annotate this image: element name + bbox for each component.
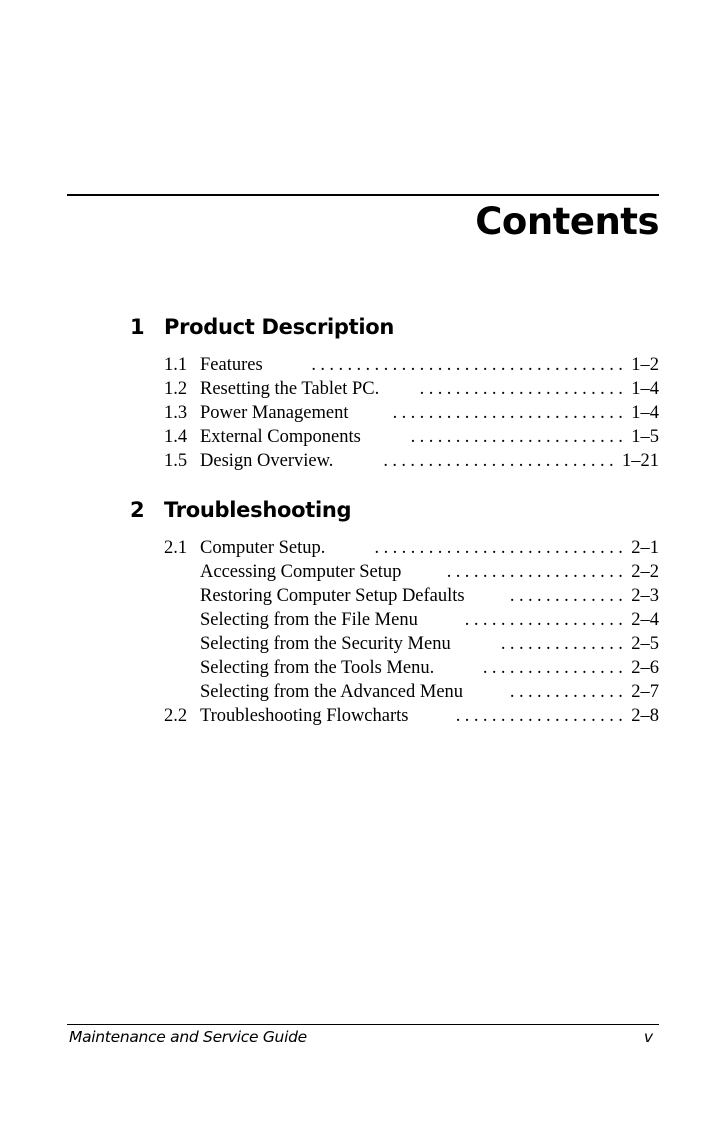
entry-page: 1–5 [631, 427, 659, 447]
footer-page-number: v [643, 1028, 653, 1046]
dot-leader: .................... [446, 562, 628, 582]
entry-title: Selecting from the Security Menu [200, 634, 451, 654]
footer-rule [67, 1024, 659, 1025]
entry-number: 1.5 [164, 451, 188, 471]
chapter-heading[interactable] [130, 495, 659, 525]
toc-entry[interactable] [130, 425, 659, 449]
entry-page: 1–21 [622, 451, 659, 471]
entry-number: 1.2 [164, 379, 188, 399]
entry-number: 1.4 [164, 427, 188, 447]
entry-page: 2–2 [631, 562, 659, 582]
chapter-number: 2 [130, 498, 145, 522]
dot-leader: .............. [500, 634, 628, 654]
dot-leader: .......................... [392, 403, 628, 423]
entry-page: 2–6 [631, 658, 659, 678]
chapter-number: 1 [130, 315, 145, 339]
dot-leader: ....................... [419, 379, 628, 399]
entry-page: 2–4 [631, 610, 659, 630]
entry-title: Selecting from the Advanced Menu [200, 682, 464, 702]
toc-entry[interactable] [130, 449, 659, 473]
page-title: Contents [475, 200, 659, 243]
dot-leader: .......................... [383, 451, 618, 471]
dot-leader: ................... [455, 706, 628, 726]
entry-title: Restoring Computer Setup Defaults [200, 586, 465, 606]
toc-subentry[interactable] [130, 584, 659, 608]
entry-page: 2–1 [631, 538, 659, 558]
dot-leader: ................................... [311, 355, 628, 375]
toc-entry[interactable] [130, 377, 659, 401]
entry-page: 2–7 [631, 682, 659, 702]
dot-leader: .................. [464, 610, 628, 630]
entry-title: Resetting the Tablet PC. [200, 379, 380, 399]
toc-subentry[interactable] [130, 656, 659, 680]
entry-page: 2–8 [631, 706, 659, 726]
toc-entry[interactable] [130, 536, 659, 560]
dot-leader: ................ [482, 658, 628, 678]
entry-page: 1–2 [631, 355, 659, 375]
entry-title: Power Management [200, 403, 349, 423]
chapter-title: Troubleshooting [164, 498, 352, 522]
entry-number: 1.1 [164, 355, 188, 375]
entry-page: 2–3 [631, 586, 659, 606]
entry-title: Design Overview. [200, 451, 334, 471]
toc-subentry[interactable] [130, 632, 659, 656]
entry-number: 1.3 [164, 403, 188, 423]
toc-subentry[interactable] [130, 560, 659, 584]
entry-title: Accessing Computer Setup [200, 562, 402, 582]
chapter-title: Product Description [164, 315, 395, 339]
entry-title: Features [200, 355, 263, 375]
entry-title: Computer Setup. [200, 538, 326, 558]
toc-entries [130, 353, 659, 473]
entry-number: 2.1 [164, 538, 188, 558]
toc-entry[interactable] [130, 401, 659, 425]
entry-title: Troubleshooting Flowcharts [200, 706, 409, 726]
dot-leader: ........................ [410, 427, 628, 447]
toc-entry[interactable] [130, 704, 659, 728]
footer-title: Maintenance and Service Guide [69, 1028, 307, 1046]
entry-title: Selecting from the Tools Menu. [200, 658, 435, 678]
chapter-1 [130, 312, 659, 473]
dot-leader: ............. [509, 586, 628, 606]
entry-page: 1–4 [631, 403, 659, 423]
toc-subentry[interactable] [130, 608, 659, 632]
toc-subentry[interactable] [130, 680, 659, 704]
entry-title: External Components [200, 427, 361, 447]
dot-leader: ............. [509, 682, 628, 702]
entry-title: Selecting from the File Menu [200, 610, 418, 630]
dot-leader: ............................ [374, 538, 628, 558]
chapter-2 [130, 495, 659, 728]
chapter-heading[interactable] [130, 312, 659, 342]
toc-entries [130, 536, 659, 728]
entry-number: 2.2 [164, 706, 188, 726]
entry-page: 2–5 [631, 634, 659, 654]
toc-entry[interactable] [130, 353, 659, 377]
entry-page: 1–4 [631, 379, 659, 399]
